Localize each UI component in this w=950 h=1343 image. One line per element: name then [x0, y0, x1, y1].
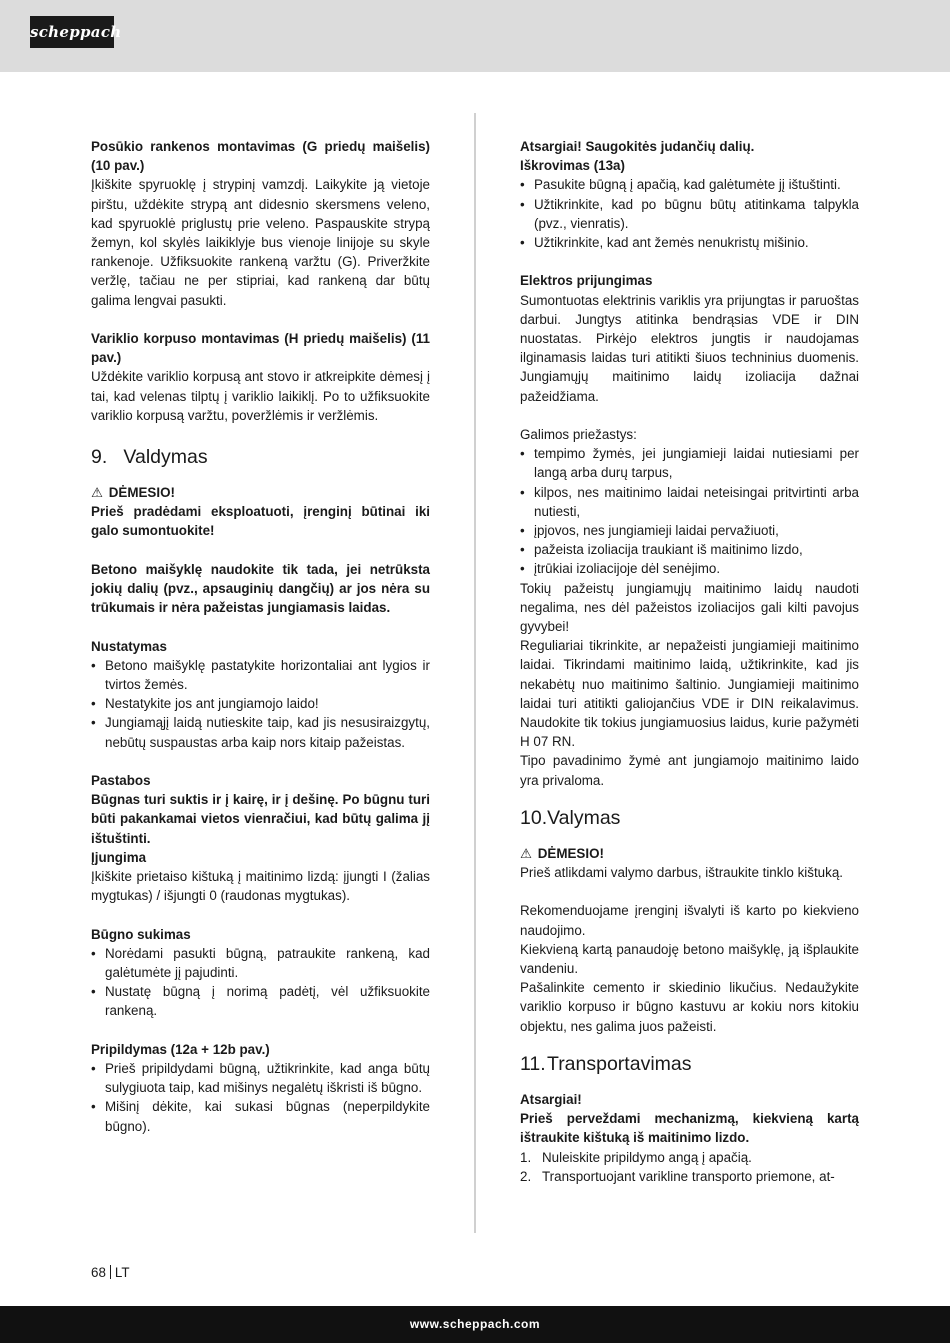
pastabos-bold-text: Būgnas turi suktis ir į kairę, ir į dešinę. Po būgnu turi būti pakankamai vietos vienračiui, kad būtų galima jį ištuštinti. [91, 792, 430, 846]
list-item: • pažeista izoliacija traukiant iš maitinimo lizdo, [520, 540, 859, 559]
page-number: 68 LT [91, 1265, 130, 1280]
list-item: • kilpos, nes maitinimo laidai neteisingai pritvirtinti arba nutiesti, [520, 483, 859, 521]
galimos-list [520, 444, 859, 578]
list-item: • Mišinį dėkite, kai sukasi būgnas (neperpildykite būgno). [91, 1097, 430, 1135]
transport-warning: Atsargiai! [520, 1091, 582, 1107]
valymas-paragraph-2: Kiekvieną kartą panaudoję betono maišyklę, ją išplaukite vandeniu. [520, 941, 859, 977]
heading-11-transportavimas: 11.Transportavimas [520, 1052, 692, 1075]
list-item: 2. Transportuojant varikline transporto priemone, at- [520, 1168, 835, 1184]
pripildymas-list [91, 1059, 430, 1136]
section-title-ijungima: Įjungima [91, 849, 147, 865]
bold-paragraph: Betono maišyklę naudokite tik tada, jei netrūksta jokių dalių (pvz., apsauginių dangčių) ar jos nėra su trūkumais ir nėra pažeistas jungiamasis laidas. [91, 561, 430, 616]
section-title-iskrovimas: Iškrovimas (13a) [520, 158, 625, 174]
valymas-paragraph-1: Rekomenduojame įrenginį išvalyti iš karto po kiekvieno naudojimo. [520, 903, 859, 938]
warning-label: ⚠ DĖMESIO! [91, 483, 430, 502]
warning-text: Prieš atlikdami valymo darbus, ištraukite tinklo kištuką. [520, 865, 843, 881]
ijungima-body: Įkiškite prietaiso kištuką į maitinimo lizdą: įjungti I (žalias mygtukas) / išjungti 0 (raudonas mygtukas). [91, 869, 430, 904]
footer-band [0, 1306, 950, 1343]
section-title-variklio: Variklio korpuso montavimas (H priedų maišelis) (11 pav.) [91, 331, 430, 366]
list-item: • Prieš pripildydami būgną, užtikrinkite, kad anga būtų sulygiuota taip, kad mišinys negalėtų iškristi iš būgno. [91, 1059, 430, 1097]
left-column [91, 137, 430, 1136]
section-title-elektros: Elektros prijungimas [520, 273, 653, 289]
heading-10-valymas: 10.Valymas [520, 806, 621, 829]
header-band [0, 0, 950, 72]
reguliariai-body: Reguliariai tikrinkite, ar nepažeisti jungiamieji maitinimo laidai. Tikrindami maitinimo laidą, užtikrinkite, kad jis nekabėtų nuo maitinimo šaltinio. Jungiamieji maitinimo laidai turi atitikti galiojančius VDE ir DIN reikalavimus. Naudokite tik tokius jungiamuosius laidus, kurie pažymėti H 07 RN. [520, 638, 859, 750]
list-item: • įtrūkiai izoliacijoje dėl senėjimo. [520, 559, 859, 578]
list-item: • Užtikrinkite, kad ant žemės nenukristų mišinio. [520, 233, 859, 252]
right-column [520, 137, 859, 1186]
section-title-pripildymas: Pripildymas (12a + 12b pav.) [91, 1041, 270, 1057]
brand-logo: scheppach [30, 16, 114, 48]
elektros-body: Sumontuotas elektrinis variklis yra prijungtas ir paruoštas darbui. Jungtys atitinka bendrąsias VDE ir DIN nuostatas. Pirkėjo elektros jungtis ir naudojamas ilginamasis laidas turi atitikti šiuos techninius duomenis. Jungiamųjų maitinimo laidų izoliacija dažnai pažeidžiama. [520, 292, 859, 404]
galimos-title: Galimos priežastys: [520, 427, 637, 443]
list-item: • Betono maišyklę pastatykite horizontaliai ant lygios ir tvirtos žemės. [91, 656, 430, 694]
section-title-nustatymas: Nustatymas [91, 638, 167, 654]
section-body-variklio: Uždėkite variklio korpusą ant stovo ir atkreipkite dėmesį į tai, kad velenas tilptų į variklio laikiklį. Po to užfiksuokite variklio korpusą varžtu, poveržlėmis ir veržlėmis. [91, 369, 430, 423]
tipo-body: Tipo pavadinimo žymė ant jungiamojo maitinimo laido yra privaloma. [520, 753, 859, 788]
warning-icon: ⚠ [91, 485, 104, 501]
bugno-list [91, 944, 430, 1021]
atsargiai-title: Atsargiai! Saugokitės judančių dalių. [520, 139, 755, 154]
warning-text: Prieš pradėdami eksploatuoti, įrenginį būtinai iki galo sumontuokite! [91, 504, 430, 539]
list-item: • Jungiamąjį laidą nutieskite taip, kad jis nesusiraizgytų, nebūtų suspaustas arba kaip nors kitaip pažeistas. [91, 713, 430, 751]
section-title-bugno: Būgno sukimas [91, 926, 191, 942]
list-item: • tempimo žymės, jei jungiamieji laidai nutiesiami per langą arba durų tarpus, [520, 444, 859, 482]
section-body-posukio: Įkiškite spyruoklę į strypinį vamzdį. Laikykite ją vietoje pirštu, uždėkite strypą ant didesnio skersmens veleno, kad spyruoklė priglustų prie veleno. Paspauskite strypą žemyn, kol skylės laikiklyje bus vienoje linijoje su skyle rankenoje. Užfiksuokite rankeną varžtu (G). Priveržkite veržlę, tačiau ne per stipriai, kad rankeną dar būtų galima lengvai pasukti. [91, 177, 430, 308]
nustatymas-list [91, 656, 430, 752]
list-item: • Užtikrinkite, kad po būgnu būtų atitinkama talpykla (pvz., vienratis). [520, 195, 859, 233]
list-item: • įpjovos, nes jungiamieji laidai pervažiuoti, [520, 521, 859, 540]
iskrovimas-list [520, 175, 859, 252]
list-item: • Norėdami pasukti būgną, patraukite rankeną, kad galėtumėte jį pajudinti. [91, 944, 430, 982]
footer-url-link[interactable]: www.scheppach.com [409, 1317, 540, 1331]
list-item: • Nestatykite jos ant jungiamojo laido! [91, 694, 430, 713]
column-divider [474, 113, 476, 1233]
list-item: • Nustatę būgną į norimą padėtį, vėl užfiksuokite rankeną. [91, 982, 430, 1020]
valymas-paragraph-3: Pašalinkite cemento ir skiedinio likučius. Nedaužykite variklio korpuso ir būgno kastuvu ar kokiu nors kitokiu objektu, nes galima juos pažeisti. [520, 980, 859, 1034]
list-item: 1. Nuleiskite pripildymo angą į apačią. [520, 1149, 752, 1165]
warning-icon: ⚠ [520, 845, 533, 861]
section-title-pastabos: Pastabos [91, 773, 151, 789]
tokiu-body: Tokių pažeistų jungiamųjų maitinimo laidų naudoti negalima, nes dėl pažeistos izoliacijos gali kilti pavojus gyvybei! [520, 580, 859, 635]
transport-bold-text: Prieš perveždami mechanizmą, kiekvieną kartą ištraukite kištuką iš maitinimo lizdo. [520, 1111, 859, 1146]
section-title-posukio: Posūkio rankenos montavimas (G priedų maišelis) (10 pav.) [91, 139, 430, 174]
list-item: • Pasukite būgną į apačią, kad galėtumėte jį ištuštinti. [520, 175, 859, 194]
warning-label: ⚠ DĖMESIO! [520, 844, 859, 863]
transport-steps [520, 1148, 859, 1186]
heading-9-valdymas: 9. Valdymas [91, 446, 208, 469]
